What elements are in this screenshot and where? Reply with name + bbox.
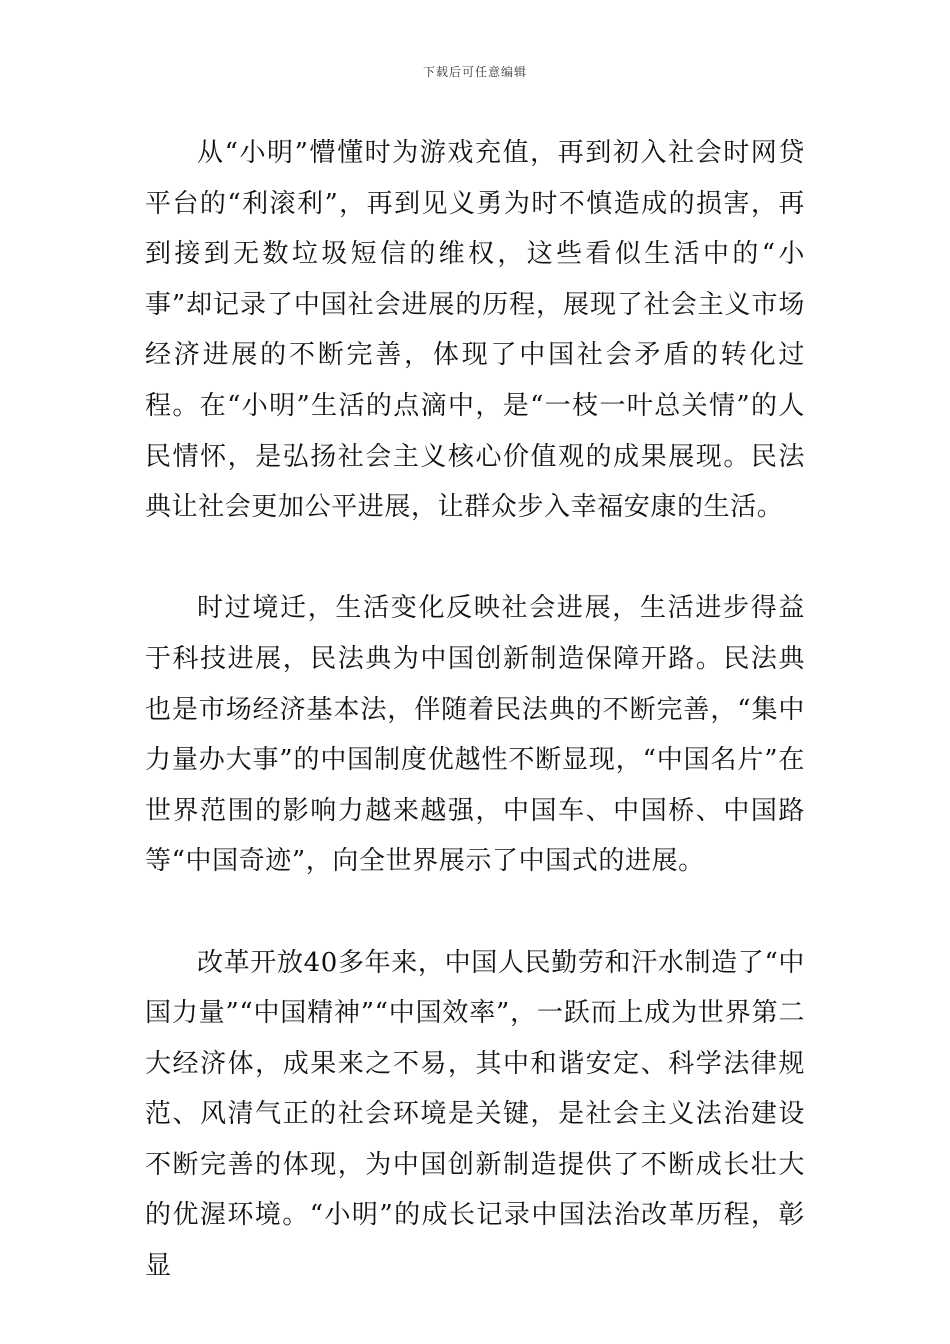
document-body — [145, 128, 805, 1292]
paragraph-3: 改革开放40多年来，中国人民勤劳和汗水制造了“中国力量”“中国精神”“中国效率”，一跃而上成为世界第二大经济体，成果来之不易，其中和谐安定、科学法律规范、风清气正的社会环境是关键，是社会主义法治建设不断完善的体现，为中国创新制造提供了不断成长壮大的优渥环境。“小明”的成长记录中国法治改革历程，彰显 — [145, 947, 805, 1282]
page-header-note: 下载后可任意编辑 — [422, 65, 527, 79]
paragraph-2: 时过境迁，生活变化反映社会进展，生活进步得益于科技进展，民法典为中国创新制造保障开路。民法典也是市场经济基本法，伴随着民法典的不断完善，“集中力量办大事”的中国制度优越性不断显现，“中国名片”在世界范围的影响力越来越强，中国车、中国桥、中国路等“中国奇迹”，向全世界展示了中国式的进展。 — [145, 593, 805, 877]
paragraph-1: 从“小明”懵懂时为游戏充值，再到初入社会时网贷平台的“利滚利”，再到见义勇为时不慎造成的损害，再到接到无数垃圾短信的维权，这些看似生活中的“小事”却记录了中国社会进展的历程，展现了社会主义市场经济进展的不断完善，体现了中国社会矛盾的转化过程。在“小明”生活的点滴中，是“一枝一叶总关情”的人民情怀，是弘扬社会主义核心价值观的成果展现。民法典让社会更加公平进展，让群众步入幸福安康的生活。 — [145, 138, 805, 523]
